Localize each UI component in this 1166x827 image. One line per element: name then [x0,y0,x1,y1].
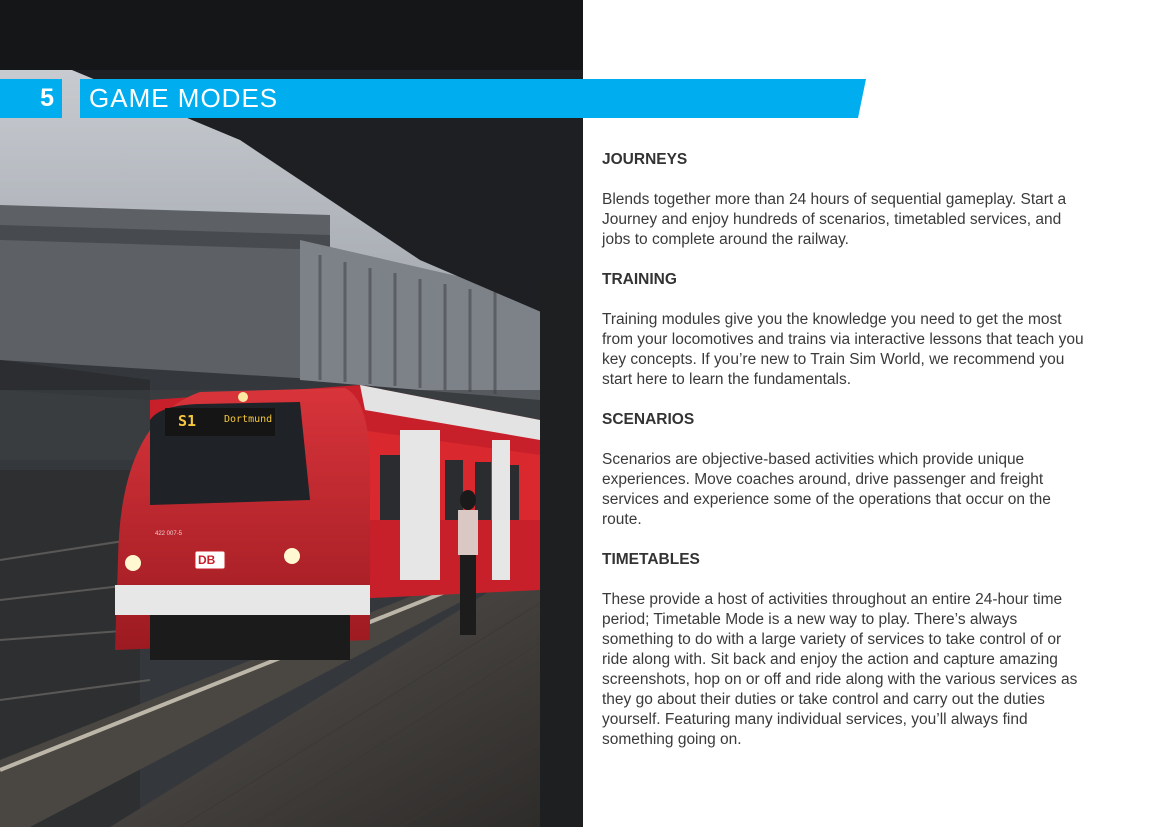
destination-sign-line: S1 [178,412,197,430]
chapter-number [0,79,62,118]
db-logo: DB [198,553,216,567]
section-heading-journeys: JOURNEYS [602,151,688,168]
section-heading-timetables: TIMETABLES [602,551,700,568]
section-body-journeys: Blends together more than 24 hours of sequential gameplay. Start a Journey and enjoy hundreds of scenarios, timetabled services, and jobs to complete around the railway. [602,191,1067,248]
chapter-number-text: 5 [40,84,54,112]
section-body-scenarios: Scenarios are objective-based activities which provide unique experiences. Move coaches around, drive passenger and freight services and experience some of the operations that occur on the route. [602,451,1051,528]
chapter-title: GAME MODES [89,83,279,113]
section-heading-scenarios: SCENARIOS [602,411,695,428]
section-body-training: Training modules give you the knowledge you need to get the most from your locomotives and trains via interactive lessons that teach you key concepts. If you’re new to Train Sim World, we recommend you start here to learn the fundamentals. [602,311,1084,388]
destination-sign-text: Dortmund [224,414,273,425]
unit-number: 422 007-5 [155,531,183,537]
section-heading-training: TRAINING [602,271,677,288]
game-modes-content [602,150,1087,770]
section-body-timetables: These provide a host of activities throughout an entire 24-hour time period; Timetable Mode is a new way to play. There’s always something to do with a large variety of services to take control of or ride along with. Sit back and enjoy the action and capture amazing screenshots, hop on or off and ride along with the various services as they go about their duties or take control and carry out the duties yourself. Featuring many individual services, you’ll always find something going on. [602,591,1078,748]
